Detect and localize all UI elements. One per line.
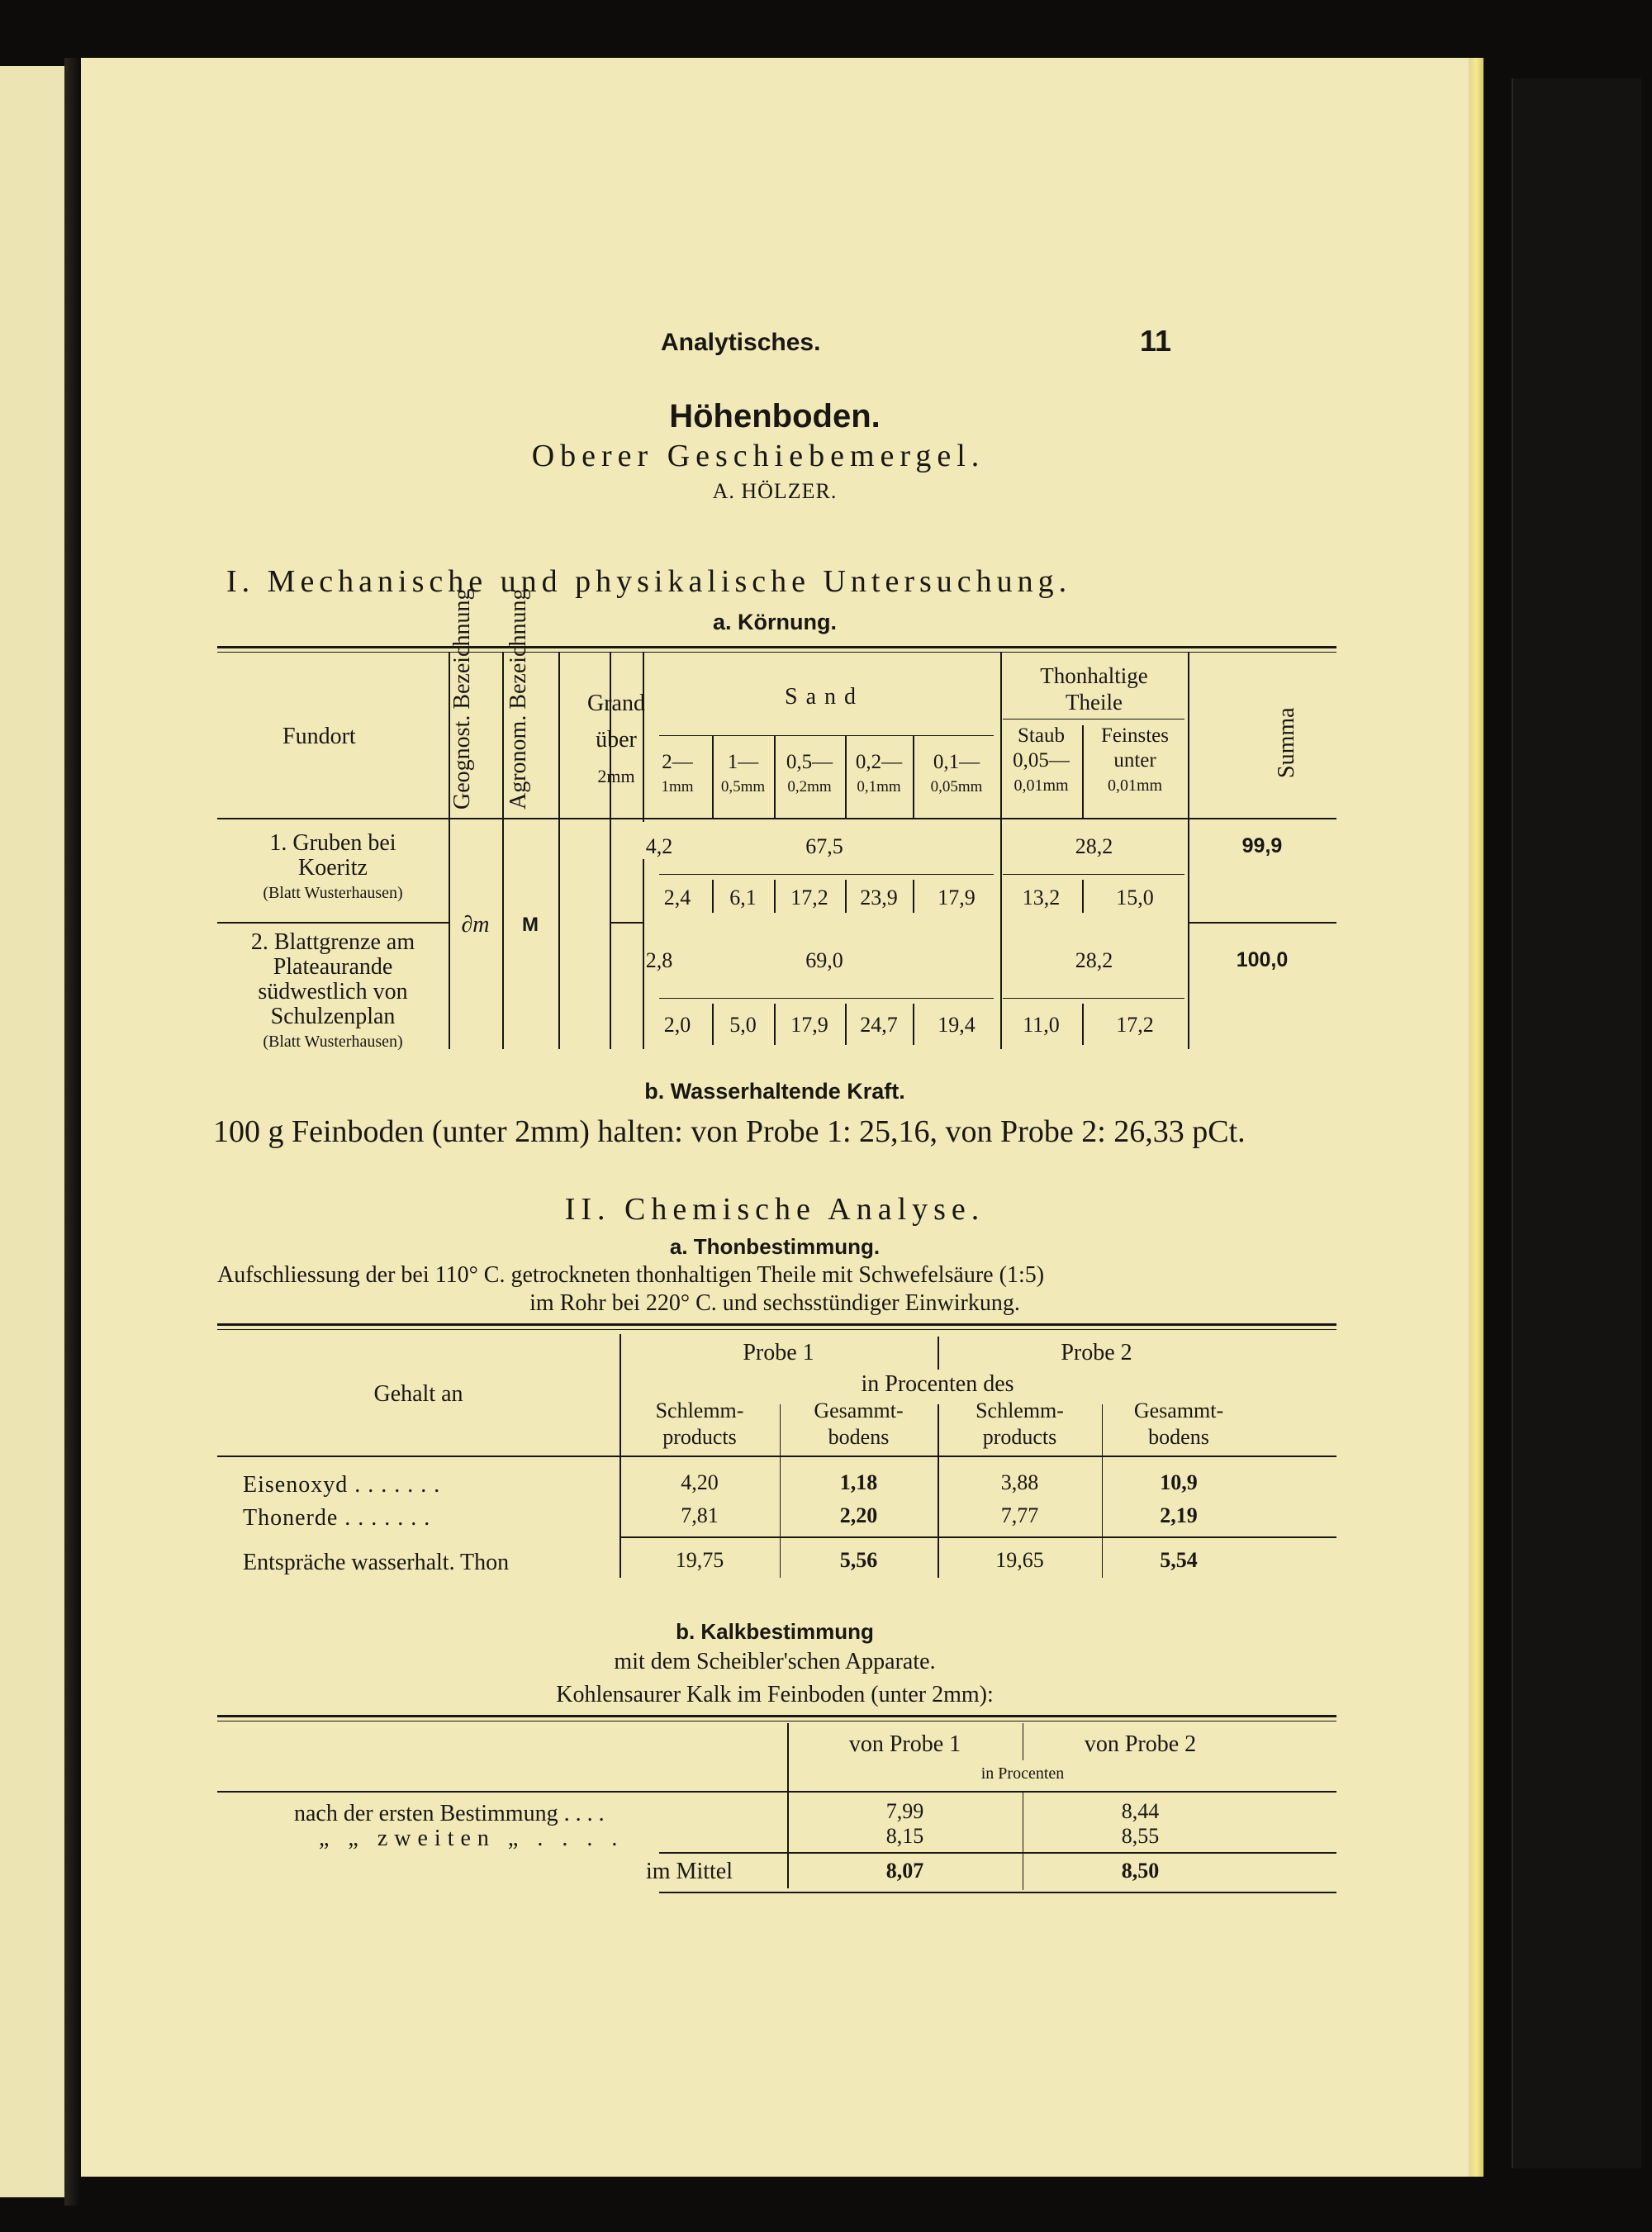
- col-schlemm-1: Schlemm- products: [655, 1399, 744, 1449]
- row2-summa: 100,0: [1236, 948, 1289, 971]
- row2-sand-3: 17,9: [790, 1013, 828, 1037]
- row-thon-v2: 5,56: [839, 1548, 878, 1572]
- part1-sub-b: b. Wasserhaltende Kraft.: [644, 1079, 905, 1104]
- feinstes-col: Feinstes unter 0,01mm: [1101, 724, 1169, 795]
- grand-size: 2mm: [597, 766, 635, 786]
- col-geognost: Geognost. Bezeichnung: [449, 588, 475, 810]
- row2-fundort: 2. Blattgrenze am Plateaurande südwestlich von Schulzenplan (Blatt Wusterhausen): [250, 929, 415, 1051]
- row-eisenoxyd-v2: 1,18: [839, 1470, 878, 1494]
- row-thonerde-v4: 2,19: [1160, 1503, 1198, 1527]
- col-gesammt-1: Gesammt- bodens: [814, 1399, 904, 1449]
- kalk-row1-label: nach der ersten Bestimmung . . . .: [294, 1801, 605, 1826]
- sand-col-1: 2— 1mm: [661, 751, 694, 795]
- kalk-row3-label: im Mittel: [646, 1859, 733, 1884]
- sand-col-3: 0,5— 0,2mm: [786, 751, 833, 795]
- row1-summa: 99,9: [1241, 834, 1283, 857]
- col-probe1: Probe 1: [743, 1340, 814, 1365]
- row1-grand: 4,2: [645, 834, 673, 858]
- grand-ueber: über: [596, 727, 637, 753]
- kalk-col-p2: von Probe 2: [1084, 1731, 1197, 1757]
- row2-sand-total: 69,0: [805, 948, 843, 972]
- kalk-row3-v2: 8,50: [1121, 1859, 1160, 1883]
- part1-heading: I. Mechanische und physikalische Untersuchung.: [226, 564, 1072, 599]
- left-page-edge: [0, 66, 64, 2197]
- row-thon-v1: 19,75: [675, 1548, 724, 1572]
- kalk-desc-2: Kohlensaurer Kalk im Feinboden (unter 2mm):: [556, 1682, 994, 1707]
- row1-thon-total: 28,2: [1075, 834, 1113, 858]
- row1-sand-3: 17,2: [790, 886, 828, 909]
- part2-sub-b: b. Kalkbestimmung: [676, 1619, 874, 1644]
- running-head: Analytisches.: [661, 329, 821, 356]
- in-procenten: in Procenten des: [861, 1371, 1014, 1397]
- kalk-row3-v1: 8,07: [885, 1859, 924, 1883]
- kalk-row2-v2: 8,55: [1121, 1824, 1160, 1848]
- kalk-row1-v2: 8,44: [1121, 1799, 1160, 1823]
- row1-sand-4: 23,9: [860, 886, 898, 909]
- row1-feinstes: 15,0: [1116, 886, 1154, 909]
- row-thon-v3: 19,65: [995, 1548, 1044, 1572]
- row-eisenoxyd-v4: 10,9: [1160, 1470, 1198, 1494]
- row-eisenoxyd-v3: 3,88: [1000, 1470, 1039, 1494]
- geognost-value: ∂m: [461, 912, 490, 938]
- kalk-row1-v1: 7,99: [885, 1799, 924, 1823]
- row2-staub: 11,0: [1023, 1013, 1060, 1037]
- page-edge: [1469, 58, 1483, 2177]
- staub-col: Staub 0,05— 0,01mm: [1013, 724, 1070, 795]
- section-author: A. HÖLZER.: [712, 479, 838, 503]
- col-schlemm-2: Schlemm- products: [976, 1399, 1064, 1449]
- col-summa: Summa: [1274, 707, 1299, 778]
- kalk-row2-label: „ „ zweiten „ . . . .: [319, 1826, 624, 1851]
- row-thonerde-v3: 7,77: [1000, 1503, 1039, 1527]
- thon-label-2: Theile: [1066, 690, 1123, 715]
- row2-sand-2: 5,0: [729, 1013, 757, 1037]
- row-thonerde-label: Thonerde . . . . . . .: [243, 1505, 431, 1531]
- kalk-row2-v1: 8,15: [885, 1824, 924, 1848]
- sand-col-5: 0,1— 0,05mm: [930, 751, 983, 795]
- kalk-desc-1: mit dem Scheibler'schen Apparate.: [614, 1649, 936, 1674]
- row-thonerde-v1: 7,81: [681, 1503, 719, 1527]
- col-sand: Sand: [785, 684, 864, 710]
- col-thonhaltige: [1000, 662, 1188, 715]
- col-gesammt-2: Gesammt- bodens: [1133, 1399, 1224, 1449]
- kalk-in-procenten: in Procenten: [980, 1764, 1065, 1783]
- part2-heading: II. Chemische Analyse.: [564, 1192, 985, 1227]
- col-gehalt: Gehalt an: [373, 1381, 463, 1407]
- row1-staub: 13,2: [1022, 886, 1061, 909]
- part2-desc-2: im Rohr bei 220° C. und sechsstündiger Einwirkung.: [529, 1290, 1020, 1316]
- row2-sand-4: 24,7: [860, 1013, 898, 1037]
- part1-sub-a: a. Körnung.: [713, 610, 837, 634]
- section-subtitle: Oberer Geschiebemergel.: [531, 439, 985, 473]
- row-eisenoxyd-v1: 4,20: [681, 1470, 719, 1494]
- agronom-value: M: [522, 914, 539, 936]
- row2-thon-total: 28,2: [1075, 948, 1113, 972]
- book-gutter: [64, 58, 81, 2206]
- row1-sand-2: 6,1: [729, 886, 757, 909]
- col-probe2: Probe 2: [1061, 1340, 1132, 1365]
- row2-feinstes: 17,2: [1116, 1013, 1154, 1037]
- row1-sand-5: 17,9: [938, 886, 976, 909]
- row2-sand-1: 2,0: [663, 1013, 691, 1037]
- row1-sand-total: 67,5: [805, 834, 843, 858]
- page-number: 11: [1140, 324, 1172, 358]
- section-title: Höhenboden.: [669, 398, 881, 435]
- row2-grand: 2,8: [645, 948, 673, 972]
- row2-sand-5: 19,4: [938, 1013, 976, 1037]
- grand-label: Grand: [587, 691, 645, 716]
- col-fundort: Fundort: [282, 724, 356, 749]
- sand-col-2: 1— 0,5mm: [720, 751, 766, 795]
- sand-col-4: 0,2— 0,1mm: [855, 751, 903, 795]
- thon-label-1: Thonhaltige: [1040, 663, 1148, 688]
- book-cover: [1512, 78, 1641, 2168]
- part2-desc-1: Aufschliessung der bei 110° C. getrockneten thonhaltigen Theile mit Schwefelsäure (1:5): [217, 1262, 1045, 1288]
- row-thon-v4: 5,54: [1160, 1548, 1198, 1572]
- water-line: 100 g Feinboden (unter 2mm) halten: von Probe 1: 25,16, von Probe 2: 26,33 pCt.: [213, 1114, 1246, 1149]
- col-agronom: Agronom. Bezeichnung: [506, 588, 531, 810]
- row-thonerde-v2: 2,20: [839, 1503, 878, 1527]
- kalk-col-p1: von Probe 1: [848, 1731, 961, 1757]
- row-eisenoxyd-label: Eisenoxyd . . . . . . .: [243, 1472, 441, 1498]
- row1-sand-1: 2,4: [663, 886, 691, 909]
- row-thon-label: Entspräche wasserhalt. Thon: [243, 1550, 510, 1575]
- part2-sub-a: a. Thonbestimmung.: [669, 1234, 881, 1259]
- book-page: [81, 58, 1469, 2177]
- row1-fundort: 1. Gruben bei Koeritz (Blatt Wusterhausen): [263, 830, 403, 902]
